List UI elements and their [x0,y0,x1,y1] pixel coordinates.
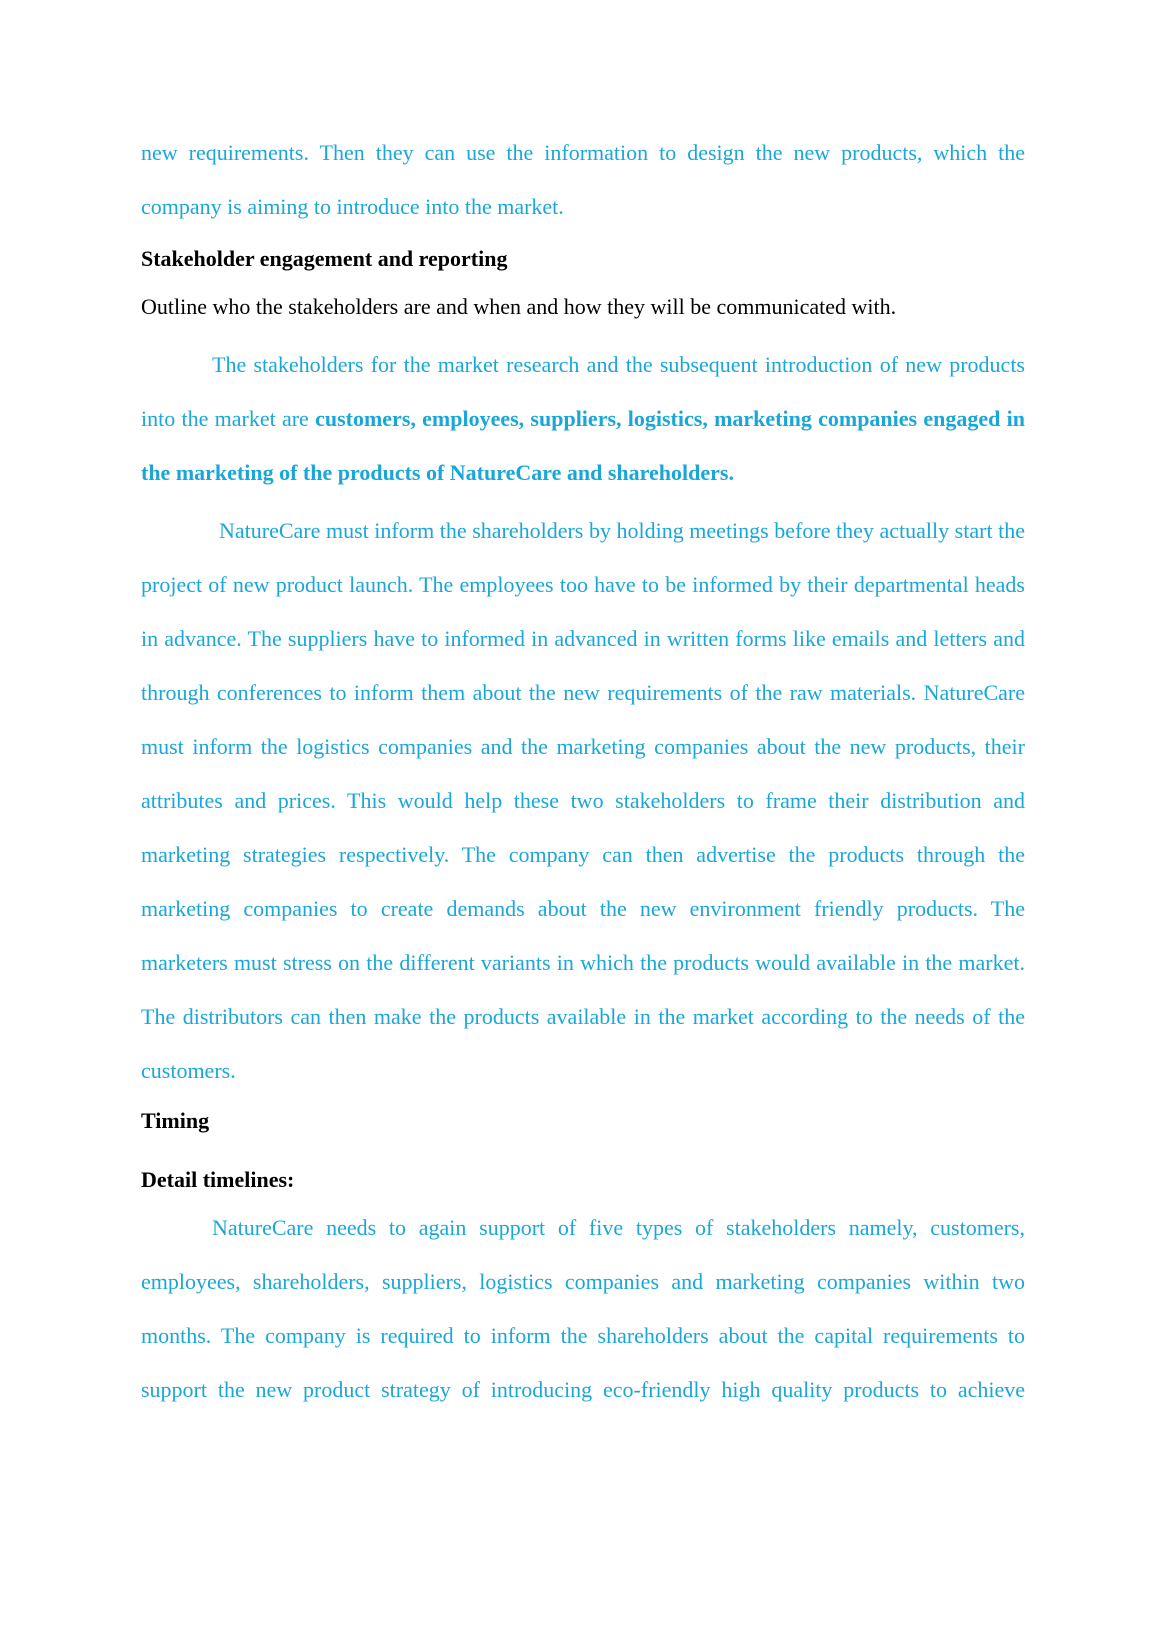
timing-heading: Timing [141,1108,210,1133]
stakeholders-intro-text: The stakeholders for the market research and the subsequent introduction of new products into the market are [141,352,1025,431]
stakeholders-list-text: customers, employees, suppliers, logistics, marketing companies engaged in the marketing of the products of NatureCare and shareholders. [141,406,1025,485]
document-page [141,126,1025,1417]
outline-instruction: Outline who the stakeholders are and when and how they will be communicated with. [141,294,897,319]
stakeholders-paragraph [141,338,1025,500]
timelines-paragraph: NatureCare needs to again support of five types of stakeholders namely, customers, employees, shareholders, suppliers, logistics companies and marketing companies within two months. The company is required to inform the shareholders about the capital requirements to support the new product strategy of introducing eco-friendly high quality products to achieve [141,1215,1025,1402]
detail-timelines-heading: Detail timelines: [141,1167,295,1192]
continued-paragraph: new requirements. Then they can use the information to design the new products, which the company is aiming to introduce into the market. [141,140,1025,219]
inform-stakeholders-paragraph: NatureCare must inform the shareholders by holding meetings before they actually start the project of new product launch. The employees too have to be informed by their departmental heads in advance. The suppliers have to informed in advanced in written forms like emails and letters and through conferences to inform them about the new requirements of the raw materials. NatureCare must inform the logistics companies and the marketing companies about the new products, their attributes and prices. This would help these two stakeholders to frame their distribution and marketing strategies respectively. The company can then advertise the products through the marketing companies to create demands about the new environment friendly products. The marketers must stress on the different variants in which the products would available in the market. The distributors can then make the products available in the market according to the needs of the customers. [141,518,1025,1083]
stakeholder-engagement-heading: Stakeholder engagement and reporting [141,246,508,271]
